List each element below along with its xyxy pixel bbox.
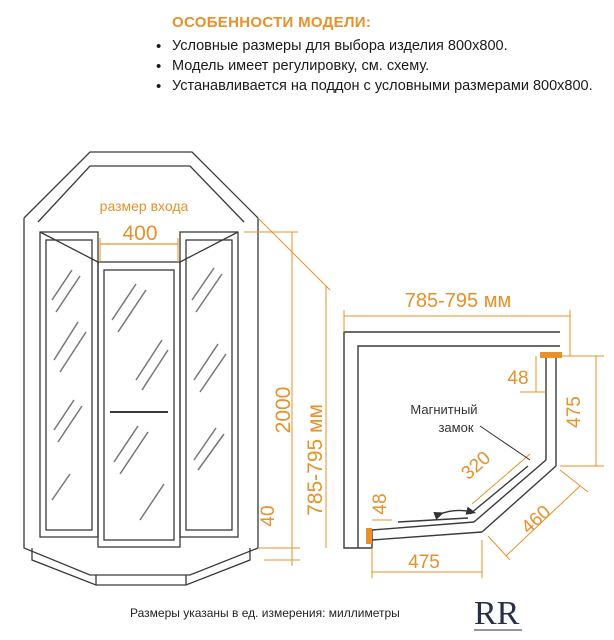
plan-side-bottom-label: 475 — [408, 552, 440, 573]
plan-offset-top-label: 48 — [507, 368, 529, 389]
left-bracket — [366, 528, 372, 544]
slide-arrow-icon — [440, 510, 472, 514]
entrance-width: 400 — [122, 222, 158, 245]
entrance-label: размер входа — [99, 198, 189, 214]
features-item: • Устанавливается на поддон с условными размерами 800х800. — [172, 77, 600, 96]
features-title: ОСОБЕННОСТИ МОДЕЛИ: — [172, 14, 372, 31]
units-note: Размеры указаны в ед. измерения: миллиметры — [130, 606, 400, 620]
diagonal-panel-label: 460 — [517, 501, 556, 539]
magnet-label-line2: замок — [438, 420, 474, 435]
height-label: 2000 — [272, 386, 295, 434]
plan-width-label: 785-795 мм — [404, 290, 512, 312]
base-tray — [32, 548, 250, 585]
glass-reflections — [52, 268, 226, 520]
front-view — [24, 152, 258, 585]
left-panel — [40, 232, 98, 537]
features-item: • Условные размеры для выбора изделия 800х800. — [172, 37, 600, 56]
door-width-label: 320 — [457, 447, 496, 485]
cabin-outline — [24, 152, 258, 575]
depth-label: 785-795 мм — [304, 404, 327, 516]
plan-offset-left-label: 48 — [370, 493, 391, 515]
brand-logo — [470, 588, 530, 636]
base-height-label: 40 — [258, 505, 279, 527]
magnet-label-line1: Магнитный — [410, 402, 478, 417]
right-panel — [180, 232, 238, 537]
top-bracket — [540, 352, 562, 358]
plan-side-right-label: 475 — [564, 396, 585, 428]
features-item: • Модель имеет регулировку, см. схему. — [172, 57, 600, 76]
center-door — [98, 262, 180, 547]
brand-logo-text: RR — [474, 595, 520, 632]
